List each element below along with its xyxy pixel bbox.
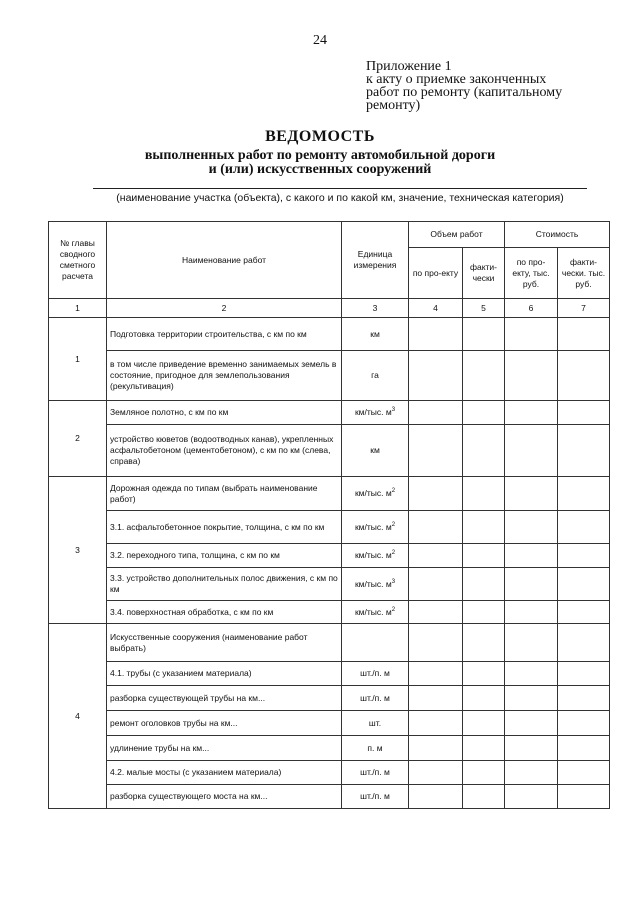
volume-project-cell[interactable]: [409, 736, 463, 761]
volume-actual-cell[interactable]: [463, 686, 505, 711]
cost-project-cell[interactable]: [505, 511, 558, 544]
volume-project-cell[interactable]: [409, 477, 463, 511]
table-row: [49, 624, 610, 662]
cost-actual-cell[interactable]: [558, 624, 610, 662]
unit-cell: п. м: [342, 736, 409, 761]
cost-project-cell[interactable]: [505, 318, 558, 351]
header-volume-project: по про-екту: [409, 248, 463, 299]
cost-actual-cell[interactable]: [558, 736, 610, 761]
volume-actual-cell[interactable]: [463, 568, 505, 601]
cost-project-cell[interactable]: [505, 711, 558, 736]
unit-exponent: 3: [391, 578, 396, 585]
unit-cell: км/тыс. $м^3$: [342, 401, 409, 425]
cost-actual-cell[interactable]: [558, 544, 610, 568]
chapter-number-cell: 2: [49, 401, 107, 477]
cost-actual-cell[interactable]: [558, 568, 610, 601]
cost-project-cell[interactable]: [505, 662, 558, 686]
unit-cell: км/тыс. $м^3$: [342, 568, 409, 601]
document-subtitle: [0, 149, 640, 177]
work-name-cell: 3.4. поверхностная обработка, с км по км: [107, 601, 342, 624]
unit-cell: км/тыс. $м^2$: [342, 511, 409, 544]
cost-actual-cell[interactable]: [558, 761, 610, 785]
table-row: [49, 318, 610, 351]
work-name-cell: Подготовка территории строительства, с км по км: [107, 318, 342, 351]
work-name-cell: в том числе приведение временно занимаемых земель в состояние, пригодное для землепользования (рекультивация): [107, 351, 342, 401]
works-table: [48, 221, 610, 809]
table-row: [49, 568, 610, 601]
header-cost: Стоимость: [505, 222, 610, 248]
table-row: [49, 544, 610, 568]
table-row: [49, 425, 610, 477]
cost-actual-cell[interactable]: [558, 601, 610, 624]
volume-project-cell[interactable]: [409, 711, 463, 736]
chapter-number-cell: 1: [49, 318, 107, 401]
work-name-cell: 4.1. трубы (с указанием материала): [107, 662, 342, 686]
cost-project-cell[interactable]: [505, 686, 558, 711]
appendix-note: [366, 60, 616, 112]
header-unit: Единица измерения: [342, 222, 409, 299]
volume-actual-cell[interactable]: [463, 544, 505, 568]
object-name-underline: [93, 188, 587, 189]
work-name-cell: ремонт оголовков трубы на км...: [107, 711, 342, 736]
column-number: 2: [107, 299, 342, 318]
table-row: [49, 477, 610, 511]
unit-exponent: 2: [391, 550, 396, 557]
appendix-line-4: ремонту): [366, 98, 421, 113]
cost-actual-cell[interactable]: [558, 351, 610, 401]
cost-actual-cell[interactable]: [558, 711, 610, 736]
volume-project-cell[interactable]: [409, 662, 463, 686]
object-name-caption: (наименование участка (объекта), с какого и по какой км, значение, техническая категория): [116, 192, 564, 204]
volume-project-cell[interactable]: [409, 401, 463, 425]
cost-project-cell[interactable]: [505, 425, 558, 477]
volume-actual-cell[interactable]: [463, 711, 505, 736]
work-name-cell: удлинение трубы на км...: [107, 736, 342, 761]
appendix-line-1: Приложение 1: [366, 59, 452, 74]
cost-actual-cell[interactable]: [558, 785, 610, 809]
volume-actual-cell[interactable]: [463, 477, 505, 511]
volume-actual-cell[interactable]: [463, 761, 505, 785]
volume-project-cell[interactable]: [409, 351, 463, 401]
work-name-cell: Земляное полотно, с км по км: [107, 401, 342, 425]
unit-cell: [342, 624, 409, 662]
table-row: [49, 662, 610, 686]
volume-actual-cell[interactable]: [463, 351, 505, 401]
cost-actual-cell[interactable]: [558, 477, 610, 511]
unit-cell: км: [342, 318, 409, 351]
column-number: 6: [505, 299, 558, 318]
volume-actual-cell[interactable]: [463, 662, 505, 686]
cost-project-cell[interactable]: [505, 544, 558, 568]
unit-cell: шт./п. м: [342, 662, 409, 686]
cost-project-cell[interactable]: [505, 785, 558, 809]
cost-actual-cell[interactable]: [558, 686, 610, 711]
cost-actual-cell[interactable]: [558, 662, 610, 686]
cost-project-cell[interactable]: [505, 477, 558, 511]
work-name-cell: Искусственные сооружения (наименование работ выбрать): [107, 624, 342, 662]
column-number: 5: [463, 299, 505, 318]
unit-cell: км/тыс. $м^2$: [342, 601, 409, 624]
subtitle-line-2: и (или) искусственных сооружений: [208, 162, 432, 177]
table-row: [49, 736, 610, 761]
column-number: 3: [342, 299, 409, 318]
unit-cell: шт./п. м: [342, 761, 409, 785]
table-row: [49, 785, 610, 809]
appendix-line-3: работ по ремонту (капитальному: [366, 85, 563, 100]
page-number: 24: [313, 33, 327, 48]
work-name-cell: 3.3. устройство дополнительных полос движения, с км по км: [107, 568, 342, 601]
column-number: 1: [49, 299, 107, 318]
volume-project-cell[interactable]: [409, 624, 463, 662]
header-volume: Объем работ: [409, 222, 505, 248]
unit-cell: шт./п. м: [342, 785, 409, 809]
volume-project-cell[interactable]: [409, 511, 463, 544]
cost-project-cell[interactable]: [505, 401, 558, 425]
header-work-name: Наименование работ: [107, 222, 342, 299]
header-chapter: № главы сводного сметного расчета: [49, 222, 107, 299]
volume-project-cell[interactable]: [409, 318, 463, 351]
work-name-cell: 4.2. малые мосты (с указанием материала): [107, 761, 342, 785]
work-name-cell: разборка существующей трубы на км...: [107, 686, 342, 711]
cost-actual-cell[interactable]: [558, 425, 610, 477]
volume-actual-cell[interactable]: [463, 425, 505, 477]
work-name-cell: Дорожная одежда по типам (выбрать наименование работ): [107, 477, 342, 511]
unit-exponent: 2: [391, 521, 396, 528]
cost-project-cell[interactable]: [505, 761, 558, 785]
unit-cell: км/тыс. $м^2$: [342, 477, 409, 511]
header-cost-project: по про-екту, тыс. руб.: [505, 248, 558, 299]
volume-project-cell[interactable]: [409, 761, 463, 785]
chapter-number-cell: 4: [49, 624, 107, 809]
unit-exponent: 2: [391, 488, 396, 495]
chapter-number-cell: 3: [49, 477, 107, 624]
cost-project-cell[interactable]: [505, 351, 558, 401]
volume-project-cell[interactable]: [409, 568, 463, 601]
volume-actual-cell[interactable]: [463, 624, 505, 662]
unit-cell: га: [342, 351, 409, 401]
work-name-cell: 3.2. переходного типа, толщина, с км по км: [107, 544, 342, 568]
table-row: [49, 711, 610, 736]
appendix-line-2: к акту о приемке законченных: [366, 72, 547, 87]
document-title: ВЕДОМОСТЬ: [265, 128, 375, 145]
volume-actual-cell[interactable]: [463, 736, 505, 761]
cost-project-cell[interactable]: [505, 568, 558, 601]
cost-actual-cell[interactable]: [558, 318, 610, 351]
header-cost-actual: факти-чески. тыс. руб.: [558, 248, 610, 299]
volume-actual-cell[interactable]: [463, 401, 505, 425]
volume-project-cell[interactable]: [409, 425, 463, 477]
unit-cell: км/тыс. $м^2$: [342, 544, 409, 568]
volume-actual-cell[interactable]: [463, 785, 505, 809]
work-name-cell: 3.1. асфальтобетонное покрытие, толщина, с км по км: [107, 511, 342, 544]
cost-actual-cell[interactable]: [558, 511, 610, 544]
unit-cell: шт./п. м: [342, 686, 409, 711]
unit-cell: км: [342, 425, 409, 477]
table-row: [49, 686, 610, 711]
table-row: [49, 601, 610, 624]
column-number: 7: [558, 299, 610, 318]
volume-project-cell[interactable]: [409, 686, 463, 711]
cost-project-cell[interactable]: [505, 601, 558, 624]
unit-exponent: 2: [391, 606, 396, 613]
volume-project-cell[interactable]: [409, 785, 463, 809]
work-name-cell: устройство кюветов (водоотводных канав), укрепленных асфальтобетоном (цементобетоном), с км по км (слева, справа): [107, 425, 342, 477]
cost-actual-cell[interactable]: [558, 401, 610, 425]
subtitle-line-1: выполненных работ по ремонту автомобильной дороги: [144, 148, 496, 163]
cost-project-cell[interactable]: [505, 624, 558, 662]
volume-project-cell[interactable]: [409, 544, 463, 568]
table-row: [49, 351, 610, 401]
work-name-cell: разборка существующего моста на км...: [107, 785, 342, 809]
table-row: [49, 511, 610, 544]
volume-actual-cell[interactable]: [463, 511, 505, 544]
volume-project-cell[interactable]: [409, 601, 463, 624]
column-number: 4: [409, 299, 463, 318]
header-volume-actual: факти-чески: [463, 248, 505, 299]
unit-cell: шт.: [342, 711, 409, 736]
volume-actual-cell[interactable]: [463, 601, 505, 624]
volume-actual-cell[interactable]: [463, 318, 505, 351]
unit-exponent: 3: [391, 407, 396, 414]
table-row: [49, 761, 610, 785]
table-row: [49, 401, 610, 425]
cost-project-cell[interactable]: [505, 736, 558, 761]
